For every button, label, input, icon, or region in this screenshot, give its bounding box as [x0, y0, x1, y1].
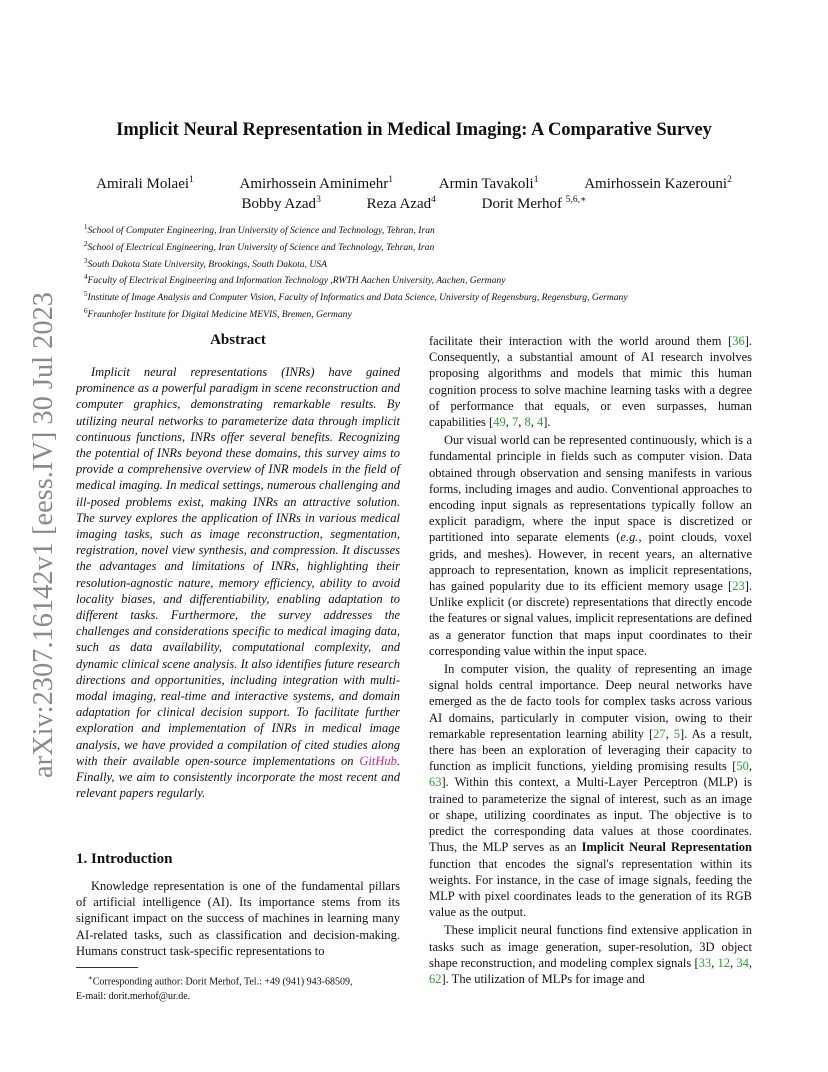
paper-title: Implicit Neural Representation in Medical Imaging: A Comparative Survey — [116, 120, 712, 140]
paragraph: facilitate their interaction with the world around them [36]. Consequently, a substantial amount of AI research involves proposing algorithms and models that mimic this human cognition process to solve machine learning tasks with a degree of performance that equals, or even surpasses, human capabilities [49, 7, 8, 4]. — [429, 334, 752, 430]
paragraph: In computer vision, the quality of representing an image signal holds central importance. Deep neural networks have emerged as the de facto tools for complex tasks across various AI domains, particularly in computer vision, owing to their remarkable representation learning ability [27, 5]. As a result, there has been an exploration of leveraging their capacity to function as implicit functions, yielding promising results [50, 63]. Within this context, a Multi-Layer Perceptron (MLP) is trained to parameterize the signal of interest, such as an image or shape, utilizing coordinates as input. The objective is to predict the corresponding data values at those coordinates. Thus, the MLP serves as an Implicit Neural Representation function that encodes the signal's representation within its weights. For instance, in the case of image signals, feeding the MLP with pixel coordinates leads to the generation of its RGB value as the output. — [429, 662, 753, 920]
affiliation: $^1$School of Computer Engineering, Iran University of Science and Technology, Tehran, Iran — [84, 223, 435, 237]
citation-link[interactable]: 33 — [698, 955, 712, 970]
citation-link[interactable]: 50 — [736, 759, 749, 774]
abstract-heading: Abstract — [210, 332, 266, 348]
arxiv-side-stamp — [22, 290, 62, 780]
author: Bobby Azad$^3$ — [241, 195, 321, 212]
paragraph: These implicit neural functions find extensive application in tasks such as image generation, super-resolution, 3D object shape reconstruction, and modeling complex signals [33, 12, 34, 62]. The utilization of MLPs for image and — [429, 923, 753, 986]
footnote: ∗Corresponding author: Dorit Merhof, Tel.: +49 (941) 943-68509, E-mail: dorit.merhof@ur.de. — [76, 974, 353, 1002]
abstract-body: Implicit neural representations (INRs) have gained prominence as a powerful paradigm in scene reconstruction and computer graphics, demonstrating remarkable results. By utilizing neural networks to parameterize data through implicit continuous functions, INRs offer several benefits. Recognizing the potential of INRs beyond these domains, this survey aims to provide a comprehensive overview of INR models in the field of medical imaging. In medical settings, numerous challenging and ill-posed problems exist, making INRs an attractive solution. The survey explores the application of INRs in various medical imaging tasks, such as image reconstruction, segmentation, registration, novel view synthesis, and compression. It discusses the advantages and limitations of INRs, highlighting their resolution-agnostic nature, memory efficiency, ability to avoid locality biases, and differentiability, enabling adaptation to different tasks. Furthermore, the survey addresses the challenges and considerations specific to medical imaging data, such as data availability, computational complexity, and dynamic clinical scene analysis. It also identifies future research directions and opportunities, including integration with multi-modal imaging, real-time and interactive systems, and domain adaptation for clinical decision support. To facilitate further exploration and implementation of INRs in medical image analysis, we have provided a compilation of cited studies along with their available open-source implementations on GitHub. Finally, we aim to consistently incorporate the most recent and relevant papers regularly. — [76, 365, 400, 801]
citation-link[interactable]: 23 — [732, 579, 745, 594]
citation-link[interactable]: 12 — [717, 955, 731, 970]
citation-link[interactable]: 27 — [653, 726, 666, 741]
section-heading-introduction: 1. Introduction — [76, 851, 173, 867]
footnote-divider — [76, 967, 138, 968]
intro-paragraph: Knowledge representation is one of the fundamental pillars of artificial intelligence (AI). Its importance stems from its significant impact on the success of machines in learning many AI-related tasks, such as classification and decision-making. Humans construct task-specific representations to — [76, 879, 400, 958]
author: Reza Azad$^4$ — [366, 195, 436, 212]
github-link[interactable]: GitHub — [359, 753, 397, 768]
affiliation: $^2$School of Electrical Engineering, Iran University of Science and Technology, Tehran, Iran — [84, 239, 435, 253]
author: Amirhossein Kazerouni$^2$ — [584, 175, 732, 192]
affiliation: $^6$Fraunhofer Institute for Digital Medicine MEVIS, Bremen, Germany — [84, 306, 352, 321]
arxiv-identifier: arXiv:2307.16142v1 [eess.IV] 30 Jul 2023 — [28, 298, 59, 778]
citation-link[interactable]: 7 — [511, 415, 519, 430]
citation-link[interactable]: 34 — [736, 955, 749, 970]
author: Armin Tavakoli$^1$ — [438, 175, 539, 192]
author: Amirali Molaei$^1$ — [96, 175, 194, 192]
citation-link[interactable]: 36 — [732, 334, 745, 348]
citation-link[interactable]: 49 — [493, 415, 506, 430]
citation-link[interactable]: 5 — [673, 726, 681, 741]
citation-link[interactable]: 4 — [536, 415, 544, 430]
author: Dorit Merhof $^{5,6,∗}$ — [481, 195, 587, 212]
right-column — [429, 333, 752, 989]
affiliations — [84, 221, 784, 322]
affiliation: $^5$Institute of Image Analysis and Computer Vision, Faculty of Informatics and Data Science, University of Regensburg, Regensburg, Germany — [84, 290, 628, 304]
citation-link[interactable]: 8 — [524, 415, 531, 430]
author: Amirhossein Aminimehr$^1$ — [239, 175, 394, 192]
authors-row-1 — [0, 175, 828, 193]
citation-link[interactable]: 62 — [429, 971, 442, 986]
citation-link[interactable]: 63 — [429, 775, 442, 790]
authors-row-2 — [0, 194, 828, 213]
affiliation: $^3$South Dakota State University, Brookings, South Dakota, USA — [84, 256, 327, 270]
affiliation: $^4$Faculty of Electrical Engineering and Information Technology ,RWTH Aachen University, Aachen, Germany — [84, 273, 506, 287]
paragraph: Our visual world can be represented continuously, which is a fundamental principle in fields such as computer vision. Data obtained through observation and sensing manifests in various forms, including images and audio. Conventional approaches to encoding input signals as representations typically follow an explicit paradigm, where the input space is discretized or partitioned into separate elements (e.g., point clouds, voxel grids, and meshes). However, in recent years, an alternative approach to representation, known as implicit representations, has gained popularity due to its efficient memory usage [23]. Unlike explicit (or discrete) representations that directly encode the features or signal values, implicit representations are defined as a generator function that maps input coordinates to their corresponding value within the input space. — [429, 433, 752, 658]
